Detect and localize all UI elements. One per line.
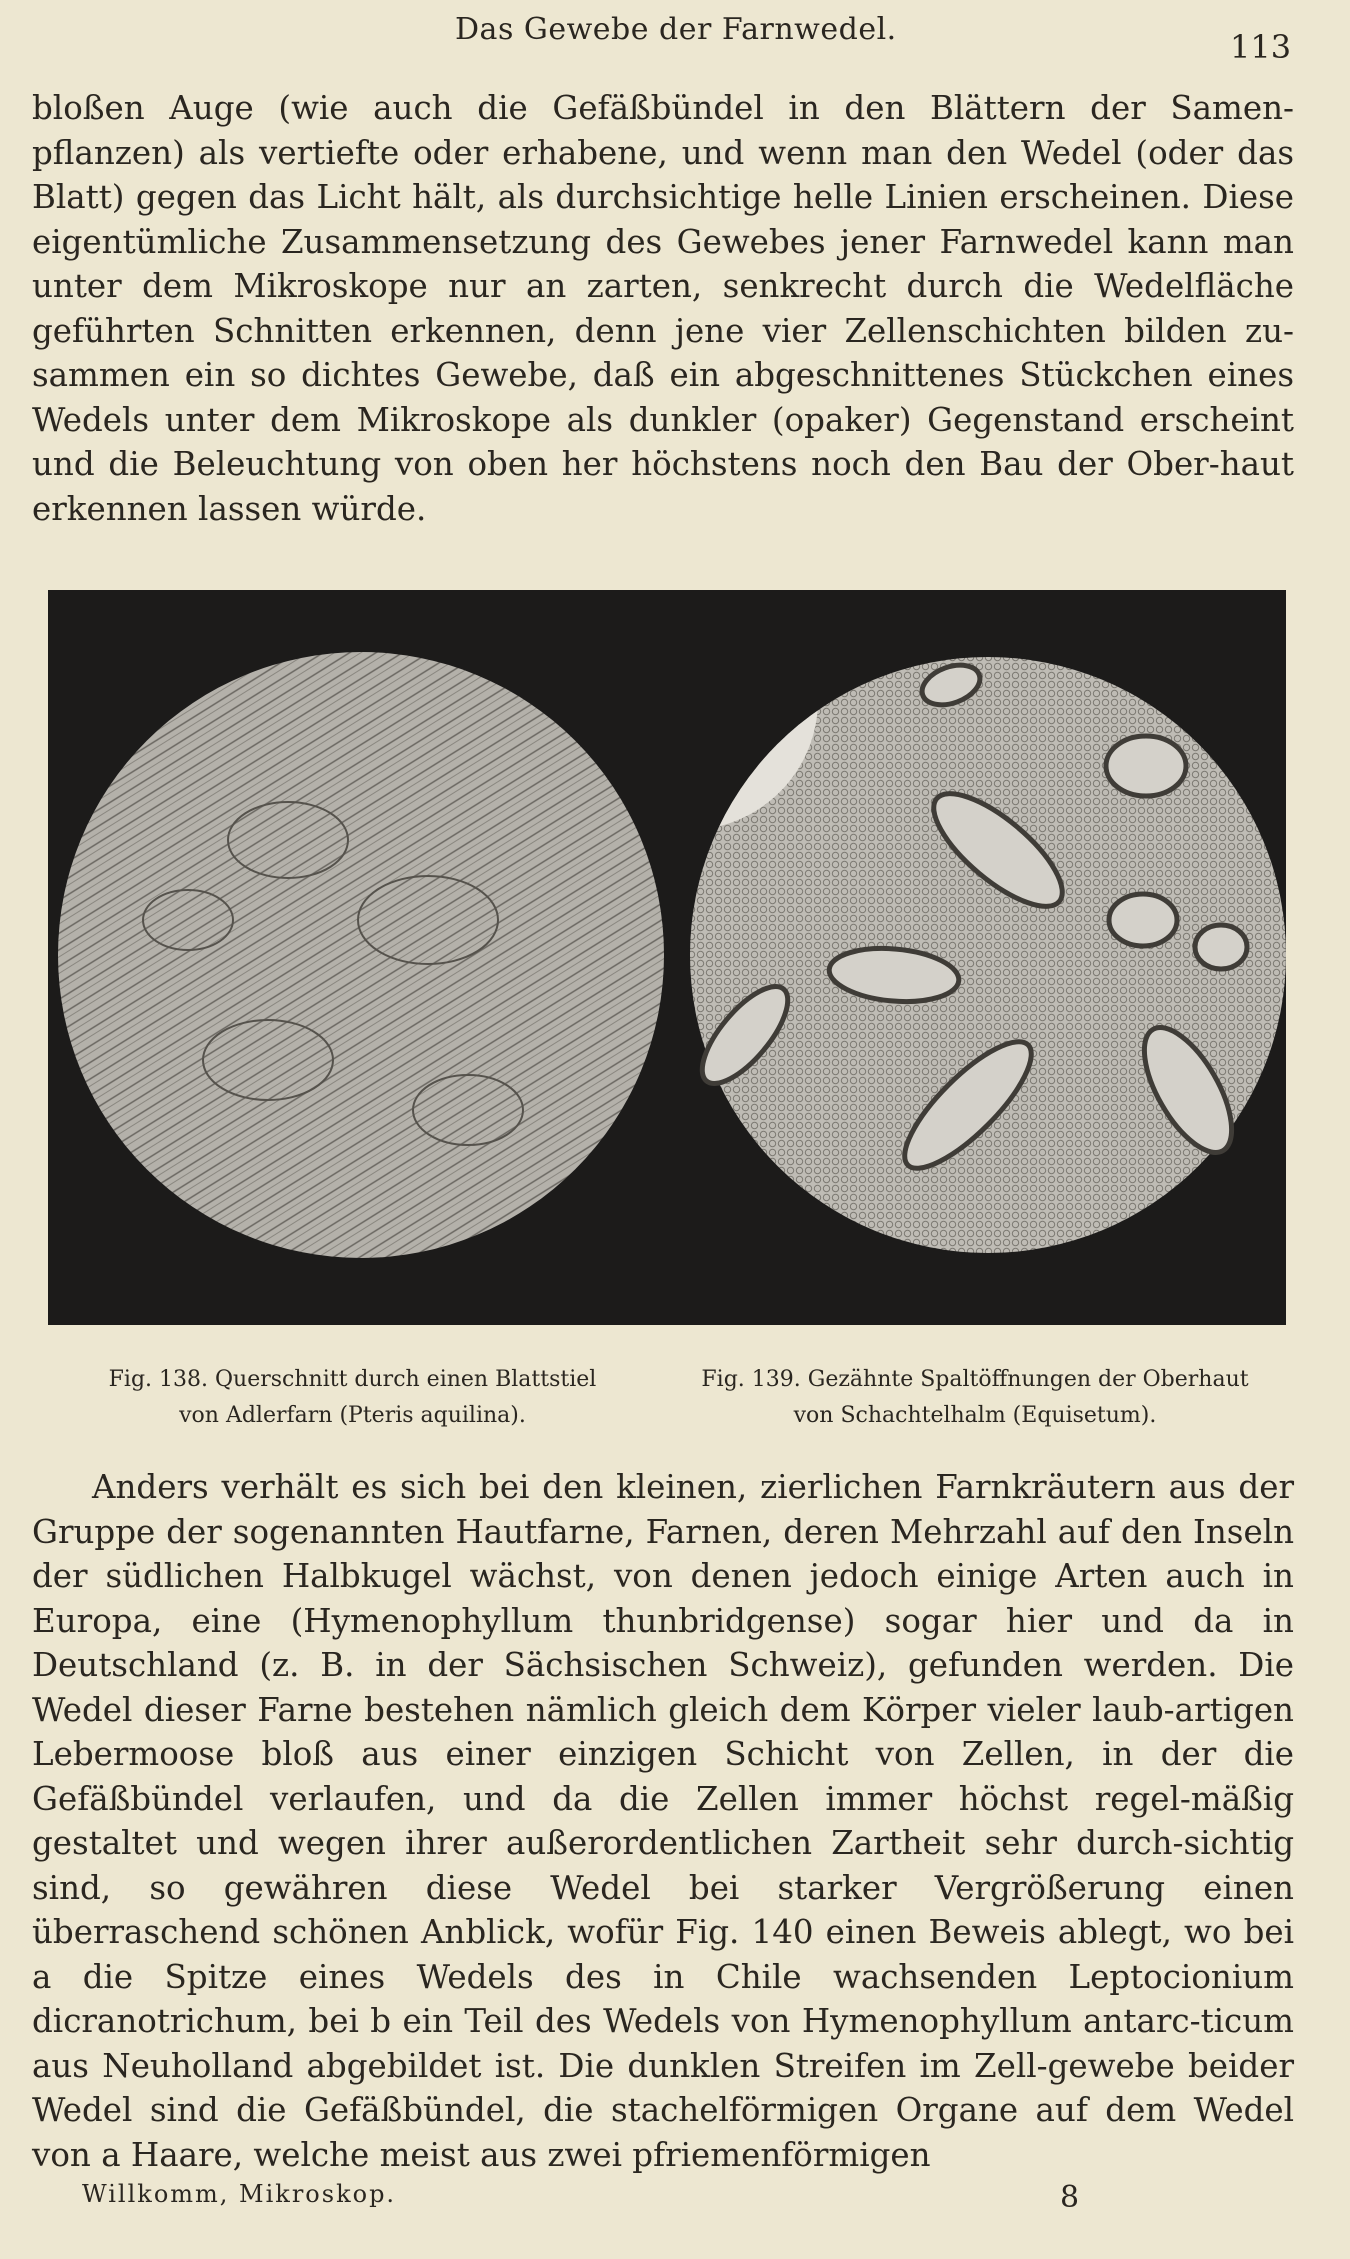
figure-caption-right [665, 1362, 1285, 1434]
micrograph-left-image [58, 652, 664, 1258]
figure-caption-left-line-2: von Adlerfarn (Pteris aquilina). [179, 1403, 526, 1428]
figure-caption-left [60, 1362, 645, 1434]
footer-author: Willkomm, Mikroskop. [82, 2180, 397, 2208]
figure-caption-right-line-2: von Schachtelhalm (Equisetum). [793, 1403, 1157, 1428]
figure-caption-left-line-1: Fig. 138. Querschnitt durch einen Blattstiel [108, 1367, 597, 1392]
figure-caption-right-line-1: Fig. 139. Gezähnte Spaltöffnungen der Oberhaut [701, 1367, 1249, 1392]
signature-mark: 8 [1060, 2180, 1080, 2215]
paragraph-bottom: Anders verhält es sich bei den kleinen, zierlichen Farnkräutern aus der Gruppe der sogenannten Hautfarne, Farnen, deren Mehrzahl auf den Inseln der südlichen Halbkugel wächst, von denen jedoch einige Arten auch in Europa, eine (Hymenophyllum thunbridgense) sogar hier und da in Deutschland (z. B. in der Sächsischen Schweiz), gefunden werden. Die Wedel dieser Farne bestehen nämlich gleich dem Körper vieler laub-artigen Lebermoose bloß aus einer einzigen Schicht von Zellen, in der die Gefäßbündel verlaufen, und da die Zellen immer höchst regel-mäßig gestaltet und wegen ihrer außerordentlichen Zartheit sehr durch-sichtig sind, so gewähren diese Wedel bei starker Vergrößerung einen überraschend schönen Anblick, wofür Fig. 140 einen Beweis ablegt, wo bei a die Spitze eines Wedels des in Chile wachsenden Leptocionium dicranotrichum, bei b ein Teil des Wedels von Hymenophyllum antarc-ticum aus Neuholland abgebildet ist. Die dunklen Streifen im Zell-gewebe beider Wedel sind die Gefäßbündel, die stachelförmigen Organe auf dem Wedel von a Haare, welche meist aus zwei pfriemenförmigen [32, 1468, 1294, 2174]
running-head [0, 8, 1350, 68]
micrograph-plate [48, 590, 1286, 1325]
running-title: Das Gewebe der Farnwedel. [455, 12, 897, 47]
micrograph-right-image [558, 590, 1286, 1253]
page-number: 113 [1230, 28, 1292, 66]
paragraph-top: bloßen Auge (wie auch die Gefäßbündel in den Blättern der Samen-pflanzen) als vertiefte oder erhabene, und wenn man den Wedel (oder das Blatt) gegen das Licht hält, als durchsichtige helle Linien erscheinen. Diese eigentümliche Zusammensetzung des Gewebes jener Farnwedel kann man unter dem Mikroskope nur an zarten, senkrecht durch die Wedelfläche geführten Schnitten erkennen, denn jene vier Zellenschichten bilden zu-sammen ein so dichtes Gewebe, daß ein abgeschnittenes Stückchen eines Wedels unter dem Mikroskope als dunkler (opaker) Gegenstand erscheint und die Beleuchtung von oben her höchstens noch den Bau der Ober-haut erkennen lassen würde. [32, 89, 1294, 528]
